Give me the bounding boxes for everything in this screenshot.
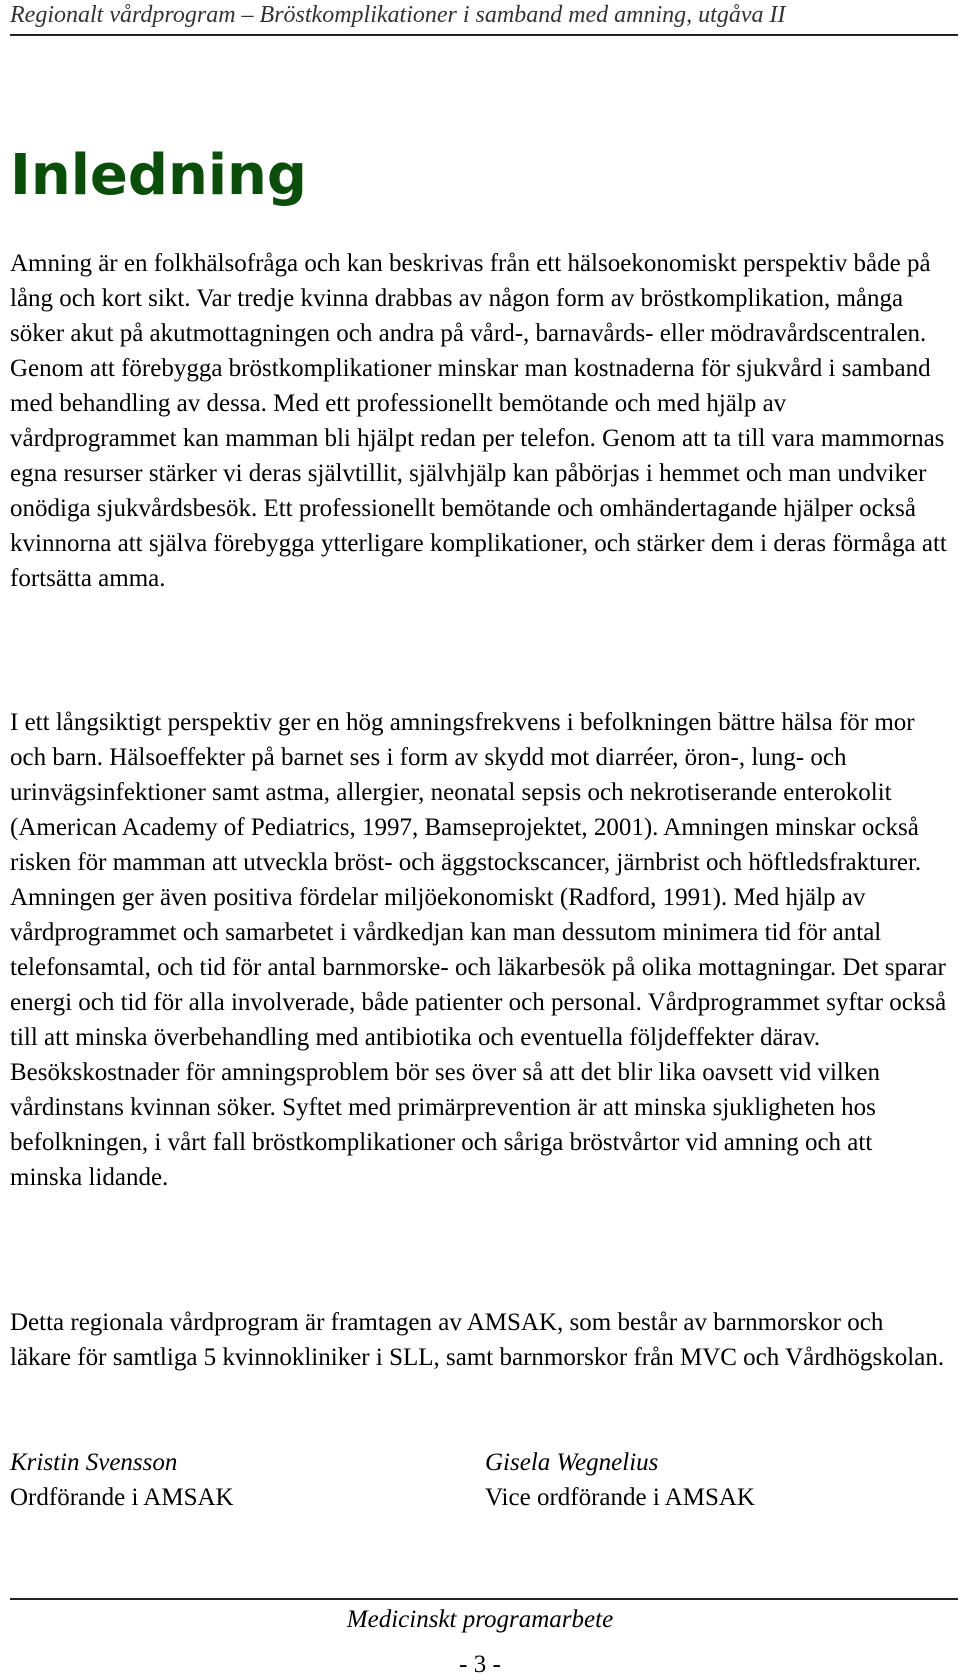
signature-name: Kristin Svensson <box>10 1449 178 1476</box>
paragraph-authors: Detta regionala vårdprogram är framtagen av AMSAK, som består av barnmorskor och läkare för samtliga 5 kvinnokliniker i SLL, samt barnmorskor från MVC och Vårdhögskolan. <box>10 1309 945 1371</box>
footer-text: Medicinskt programarbete <box>346 1606 614 1633</box>
paragraph-health-effects: I ett långsiktigt perspektiv ger en hög amningsfrekvens i befolkningen bättre hälsa för mor och barn. Hälsoeffekter på barnet ses i form av skydd mot diarréer, öron-, lung- och urinvägsinfektioner samt astma, allergier, neonatal sepsis och nekrotiserande enterokolit (American Academy of Pediatrics, 1997, Bamseprojektet, 2001). Amningen minskar också risken för mamman att utveckla bröst- och äggstockscancer, järnbrist och höftledsfrakturer. Amningen ger även positiva fördelar miljöekonomiskt (Radford, 1991). Med hjälp av vårdprogrammet och samarbetet i vårdkedjan kan man dessutom minimera tid för antal telefonsamtal, och tid för antal barnmorske- och läkarbesök på olika mottagningar. Det sparar energi och tid för alla involverade, både patienter och personal. Vårdprogrammet syftar också till att minska överbehandling med antibiotika och eventuella följdeffekter därav. Besökskostnader för amningsproblem bör ses över så att det blir lika oavsett vid vilken vårdinstans kvinnan söker. Syftet med primärprevention är att minska sjukligheten hos befolkningen, i vårt fall bröstkomplikationer och såriga bröstvårtor vid amning och att minska lidande. <box>10 709 947 1191</box>
footer-divider <box>10 1598 958 1600</box>
signature-role: Vice ordförande i AMSAK <box>485 1484 755 1511</box>
signature-role: Ordförande i AMSAK <box>10 1484 234 1511</box>
paragraph-intro: Amning är en folkhälsofråga och kan beskrivas från ett hälsoekonomiskt perspektiv både på lång och kort sikt. Var tredje kvinna drabbas av någon form av bröstkomplikation, många söker akut på akutmottagningen och andra på vård-, barnavårds- eller mödravårdscentralen. Genom att förebygga bröstkomplikationer minskar man kostnaderna för sjukvård i samband med behandling av dessa. Med ett professionellt bemötande och med hjälp av vårdprogrammet kan mamman bli hjälpt redan per telefon. Genom att ta till vara mammornas egna resurser stärker vi deras självtillit, självhjälp kan påbörjas i hemmet och man undviker onödiga sjukvårdsbesök. Ett professionellt bemötande och omhändertagande hjälper också kvinnorna att själva förebygga ytterligare komplikationer, och stärker dem i deras förmåga att fortsätta amma. <box>10 250 947 592</box>
running-header: Regionalt vårdprogram – Bröstkomplikationer i samband med amning, utgåva II <box>10 2 786 28</box>
signature-vice-chair <box>485 1445 755 1515</box>
signature-name: Gisela Wegnelius <box>485 1449 659 1476</box>
header-divider <box>10 34 958 36</box>
signature-chair <box>10 1445 234 1515</box>
section-title: Inledning <box>10 143 307 208</box>
page-number: - 3 - <box>459 1651 501 1678</box>
